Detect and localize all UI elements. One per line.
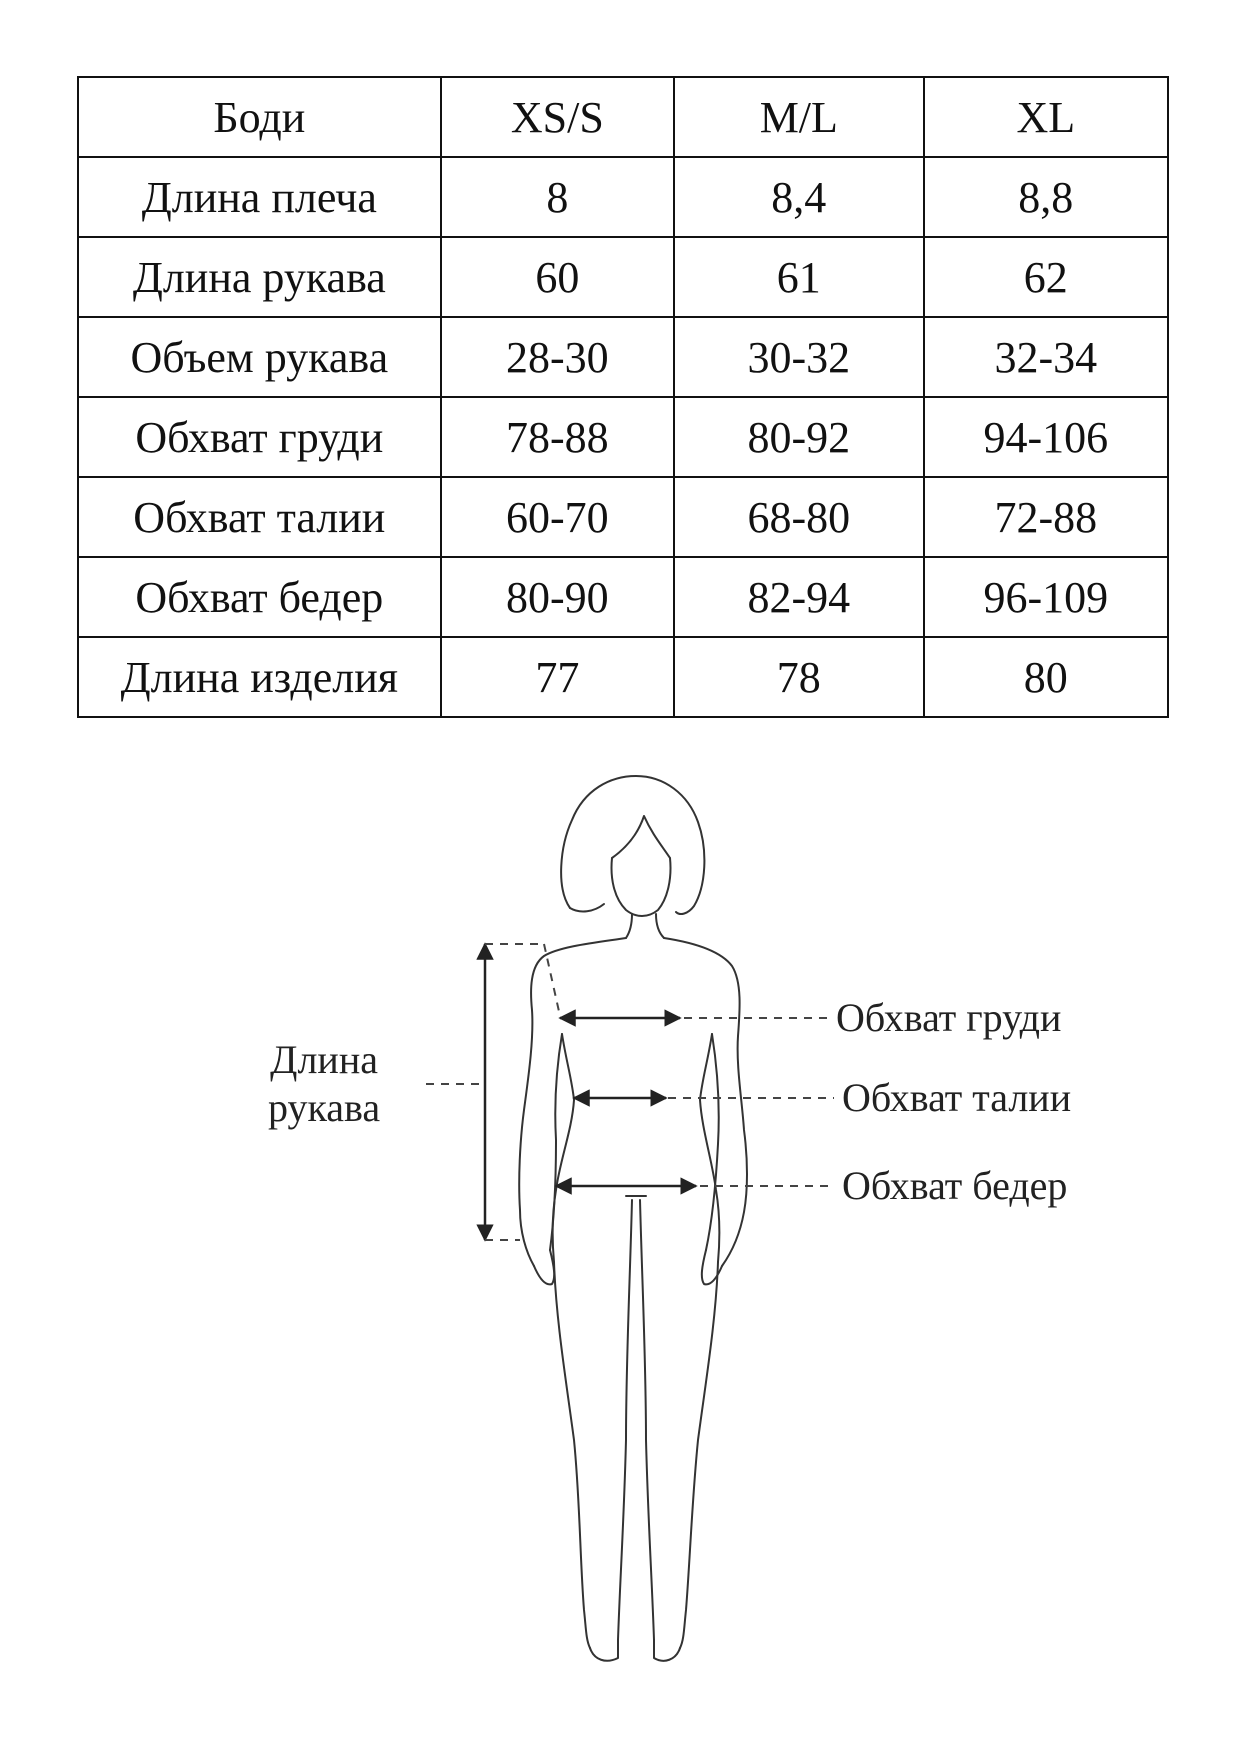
sleeve-length-label-line1: Длина [270,1037,378,1082]
table-cell: 80 [924,637,1168,717]
row-label: Длина плеча [78,157,441,237]
table-cell: 80-90 [441,557,674,637]
hips-label: Обхват бедер [842,1163,1068,1208]
table-cell: 62 [924,237,1168,317]
table-cell: 77 [441,637,674,717]
table-row [78,557,1168,637]
table-row [78,237,1168,317]
table-cell: 60 [441,237,674,317]
torso-right [700,1034,719,1262]
right-shoulder-arm [664,938,747,1266]
row-label: Обхват бедер [78,557,441,637]
left-shoulder-arm [519,938,626,1266]
sleeve-length-label [268,1036,380,1132]
table-cell: 8,8 [924,157,1168,237]
right-leg-inner [640,1200,654,1640]
table-row [78,637,1168,717]
hair-fringe [612,816,670,858]
left-inner-arm [550,1034,562,1250]
table-cell: 94-106 [924,397,1168,477]
table-cell: 8,4 [674,157,923,237]
table-cell: 82-94 [674,557,923,637]
torso-left [553,1034,574,1262]
sleeve-length-label-line2: рукава [268,1085,381,1130]
table-header-size: XS/S [441,77,674,157]
table-cell: 28-30 [441,317,674,397]
row-label: Объем рукава [78,317,441,397]
right-hand [702,1250,722,1284]
table-cell: 78-88 [441,397,674,477]
table-row [78,317,1168,397]
table-row [78,397,1168,477]
left-leg-inner [618,1200,632,1640]
table-header-row [78,77,1168,157]
left-leg-outer [554,1262,590,1648]
hair-outline [561,776,704,914]
face-outline [612,858,671,916]
table-header-size: M/L [674,77,923,157]
table-cell: 30-32 [674,317,923,397]
table-cell: 8 [441,157,674,237]
table-header-size: XL [924,77,1168,157]
right-inner-arm [706,1034,719,1250]
table-row [78,157,1168,237]
table-cell: 68-80 [674,477,923,557]
table-cell: 80-92 [674,397,923,477]
table-cell: 61 [674,237,923,317]
table-cell: 32-34 [924,317,1168,397]
table-header-label: Боди [78,77,441,157]
table-cell: 78 [674,637,923,717]
waist-label: Обхват талии [842,1075,1072,1120]
table-cell: 60-70 [441,477,674,557]
left-hand [534,1250,554,1284]
table-cell: 96-109 [924,557,1168,637]
neck-right [656,914,664,938]
chest-label: Обхват груди [836,995,1062,1040]
neck-left [626,914,632,938]
hair-left-side [570,904,604,911]
row-label: Обхват груди [78,397,441,477]
table-cell: 72-88 [924,477,1168,557]
shoulder-to-elbow-guide [544,944,560,1016]
row-label: Длина изделия [78,637,441,717]
row-label: Обхват талии [78,477,441,557]
row-label: Длина рукава [78,237,441,317]
right-foot [654,1640,680,1661]
right-leg-outer [680,1262,718,1648]
table-row [78,477,1168,557]
size-table [77,76,1169,718]
left-foot [590,1640,618,1661]
